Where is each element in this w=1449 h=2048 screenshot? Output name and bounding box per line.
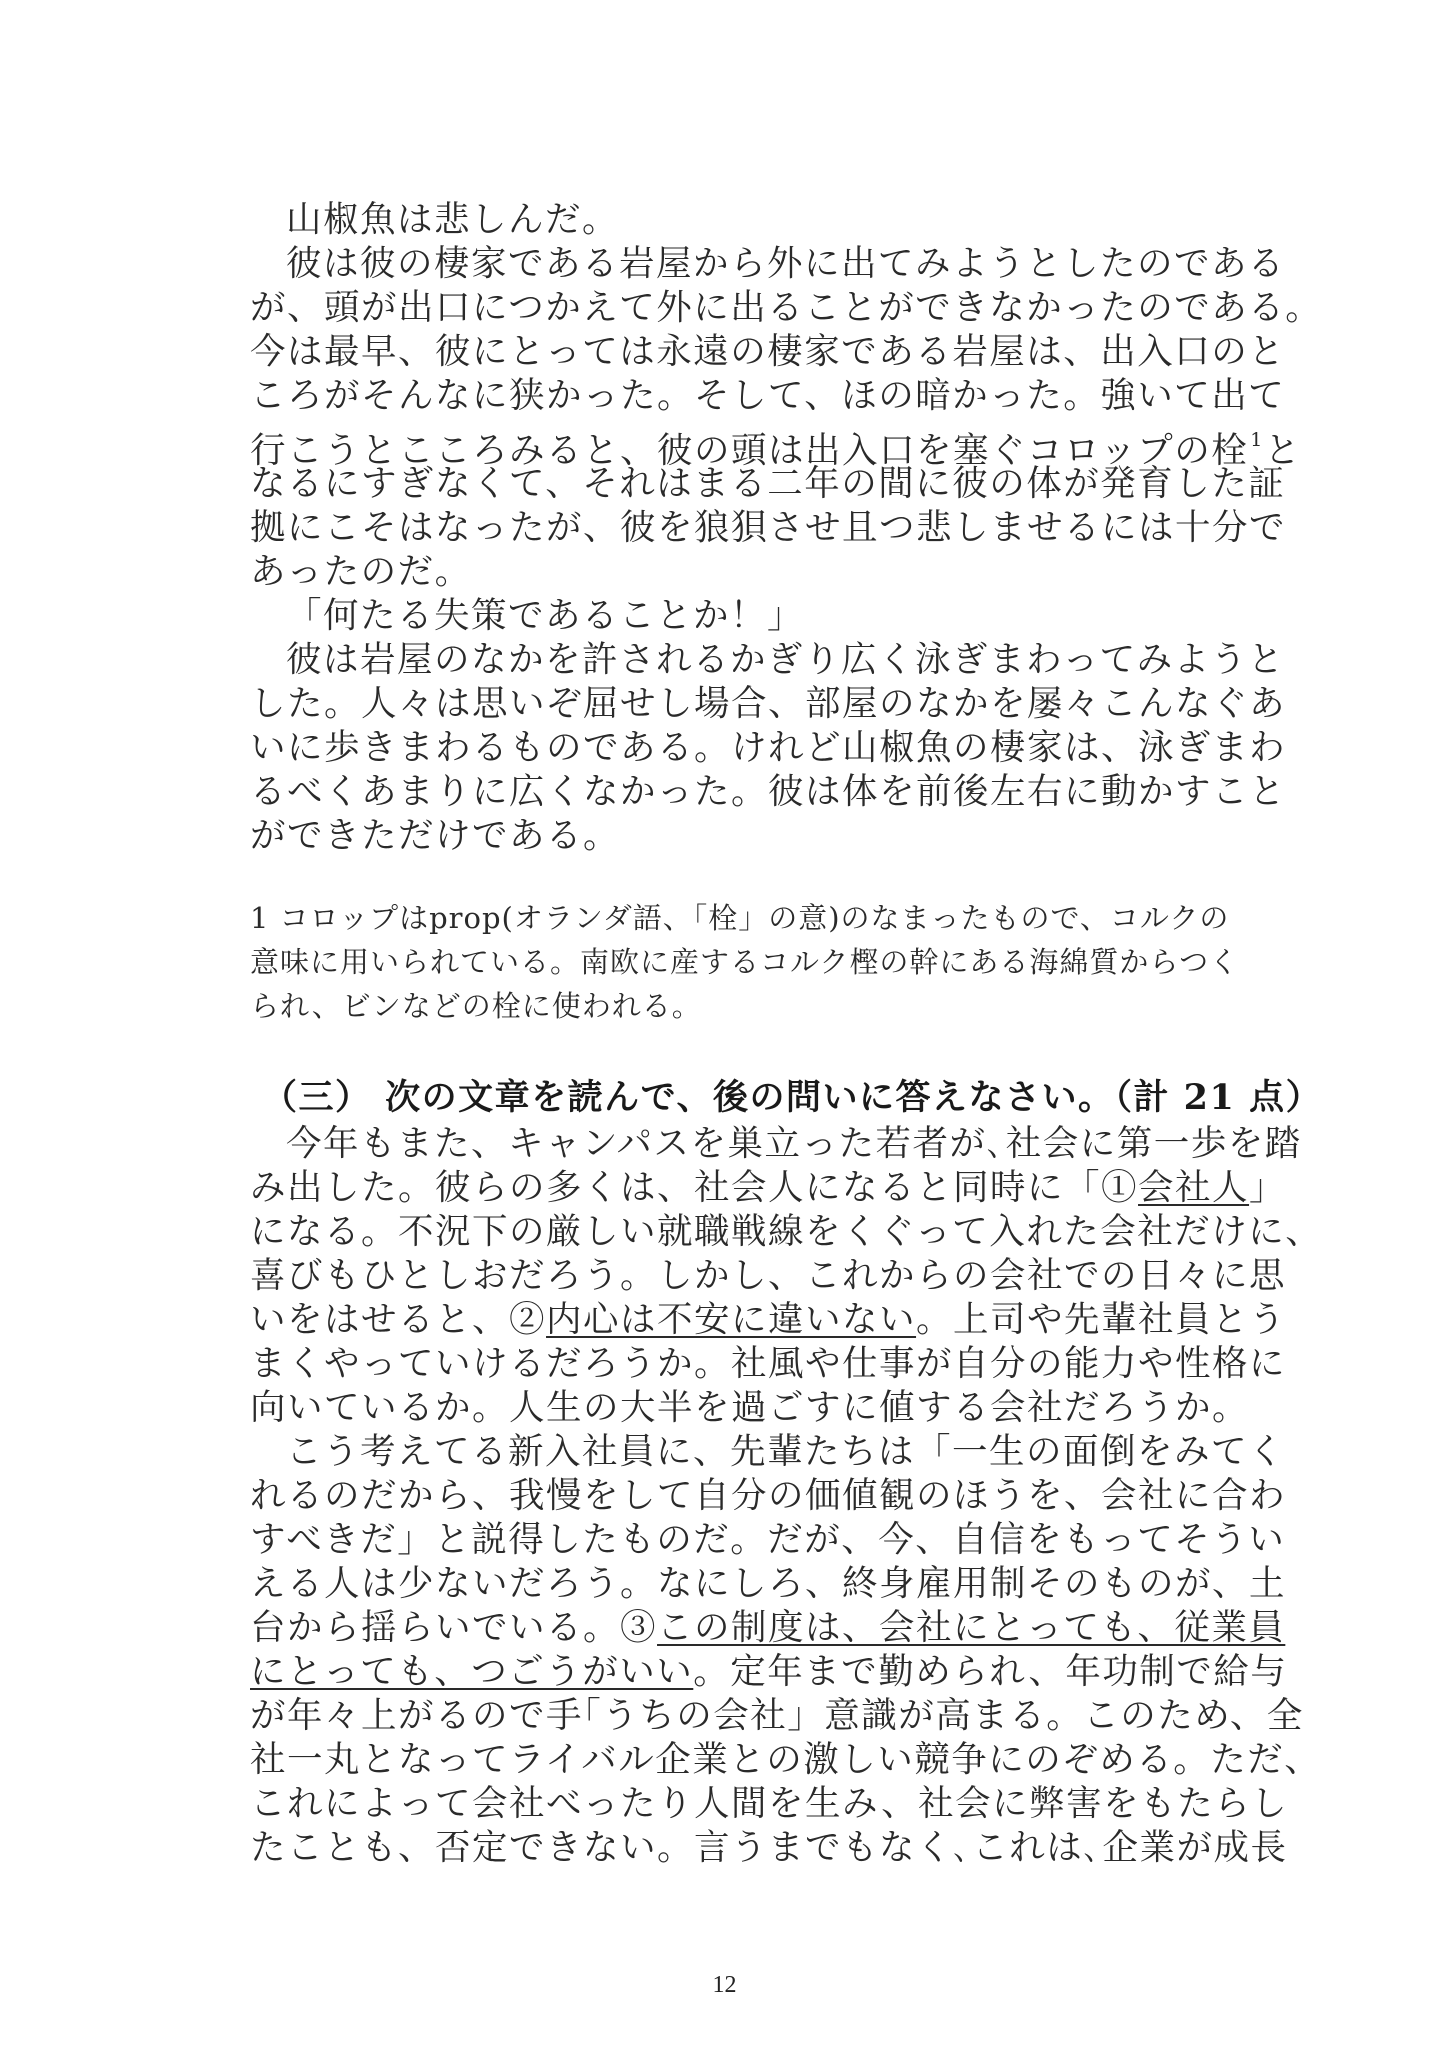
story-line bbox=[250, 418, 1302, 471]
passage-line: すべきだ」と説得したものだ。だが、今、自信をもってそうい bbox=[250, 1519, 1286, 1560]
passage-text: 」 bbox=[1249, 1167, 1287, 1208]
underlined-phrase-3-continued: にとっても、つごうがいい bbox=[250, 1651, 694, 1692]
underlined-phrase-3: この制度は、会社にとっても、従業員 bbox=[657, 1607, 1286, 1648]
passage-line: れるのだから、我慢をして自分の価値観のほうを、会社に合わ bbox=[250, 1475, 1287, 1516]
passage-line: 今年もまた、キャンパスを巣立った若者が､社会に第一歩を踏 bbox=[286, 1123, 1302, 1164]
passage-line: 社一丸となってライバル企業との激しい競争にのぞめる。ただ、 bbox=[250, 1739, 1322, 1780]
story-line: 彼は岩屋のなかを許されるかぎり広く泳ぎまわってみようと bbox=[286, 639, 1285, 680]
passage-line: 喜びもひとしおだろう。しかし、これからの会社での日々に思 bbox=[250, 1255, 1287, 1296]
footnote bbox=[250, 896, 1240, 1028]
passage-line: これによって会社べったり人間を生み、社会に弊害をもたらし bbox=[250, 1783, 1289, 1824]
story-line: るべくあまりに広くなかった。彼は体を前後左右に動かすこと bbox=[250, 771, 1287, 812]
story-line: が、頭が出口につかえて外に出ることができなかったのである。 bbox=[250, 287, 1323, 328]
passage-line: になる。不況下の厳しい就職戦線をくぐって入れた会社だけに、 bbox=[250, 1211, 1323, 1252]
story-line: 拠にこそはなったが、彼を狼狽させ且つ悲しませるには十分で bbox=[250, 507, 1287, 548]
story-line: 「何たる失策であることか！」 bbox=[286, 595, 805, 636]
story-line: ころがそんなに狭かった。そして、ほの暗かった。強いて出て bbox=[250, 375, 1286, 416]
passage-line: たことも、否定できない。言うまでもなく､これは､企業が成長 bbox=[250, 1827, 1288, 1868]
story-line-text: 行こうとこころみると、彼の頭は出入口を塞ぐコロップの栓 bbox=[250, 430, 1249, 471]
passage-line bbox=[250, 1166, 1287, 1210]
section-heading: （三） 次の文章を読んで、後の問いに答えなさい。（計 21 点） bbox=[262, 1077, 1323, 1118]
passage-text: 。定年まで勤められ、年功制で給与 bbox=[693, 1651, 1288, 1692]
passage-line: が年々上がるので手｢うちの会社」意識が高まる。このため、全 bbox=[250, 1695, 1304, 1736]
story-line: あったのだ。 bbox=[250, 551, 472, 592]
passage-line bbox=[250, 1650, 1288, 1694]
story-line: 山椒魚は悲しんだ。 bbox=[286, 199, 620, 240]
story-line: した。人々は思いぞ屈せし場合、部屋のなかを屡々こんなぐあ bbox=[250, 683, 1287, 724]
story-line: いに歩きまわるものである。けれど山椒魚の棲家は、泳ぎまわ bbox=[250, 727, 1287, 768]
footnote-line: られ、ビンなどの栓に使われる。 bbox=[250, 989, 702, 1023]
story-line: 今は最早、彼にとっては永遠の棲家である岩屋は、出入口のと bbox=[250, 331, 1286, 372]
story-line: ができただけである。 bbox=[250, 815, 621, 856]
footnote-line: 意味に用いられている。南欧に産するコルク樫の幹にある海綿質からつく bbox=[250, 945, 1240, 979]
footnote-reference: 1 bbox=[1250, 429, 1263, 451]
passage-line bbox=[250, 1298, 1287, 1342]
passage-line: 向いているか。人生の大半を過ごすに値する会社だろうか。 bbox=[250, 1387, 1250, 1428]
story-line-text: と bbox=[1264, 430, 1302, 471]
story-excerpt bbox=[250, 198, 1323, 858]
reading-passage bbox=[250, 1122, 1323, 1870]
passage-text: いをはせると、 bbox=[250, 1299, 510, 1340]
footnote-line: 1 コロップはprop(オランダ語、「栓」の意)のなまったもので、コルクの bbox=[250, 901, 1230, 935]
underlined-phrase-1: 会社人 bbox=[1138, 1167, 1250, 1208]
question-marker: ③ bbox=[620, 1607, 658, 1648]
story-line: なるにすぎなくて、それはまる二年の間に彼の体が発育した証 bbox=[250, 463, 1286, 504]
passage-line: まくやっていけるだろうか。社風や仕事が自分の能力や性格に bbox=[250, 1343, 1287, 1384]
passage-line bbox=[250, 1606, 1286, 1650]
passage-text: 。上司や先輩社員とう bbox=[916, 1299, 1287, 1340]
underlined-phrase-2: 内心は不安に違いない bbox=[546, 1299, 917, 1340]
passage-text: 台から揺らいでいる。 bbox=[250, 1607, 621, 1648]
question-marker: ① bbox=[1101, 1167, 1139, 1208]
story-line: 彼は彼の棲家である岩屋から外に出てみようとしたのである bbox=[286, 243, 1286, 284]
passage-line: える人は少ないだろう。なにしろ、終身雇用制そのものが、土 bbox=[250, 1563, 1287, 1604]
page-number: 12 bbox=[712, 1972, 737, 1998]
passage-line: こう考えてる新入社員に、先輩たちは「一生の面倒をみてく bbox=[286, 1431, 1286, 1472]
question-marker: ② bbox=[509, 1299, 547, 1340]
passage-text: み出した。彼らの多くは、社会人になると同時に「 bbox=[250, 1167, 1102, 1208]
